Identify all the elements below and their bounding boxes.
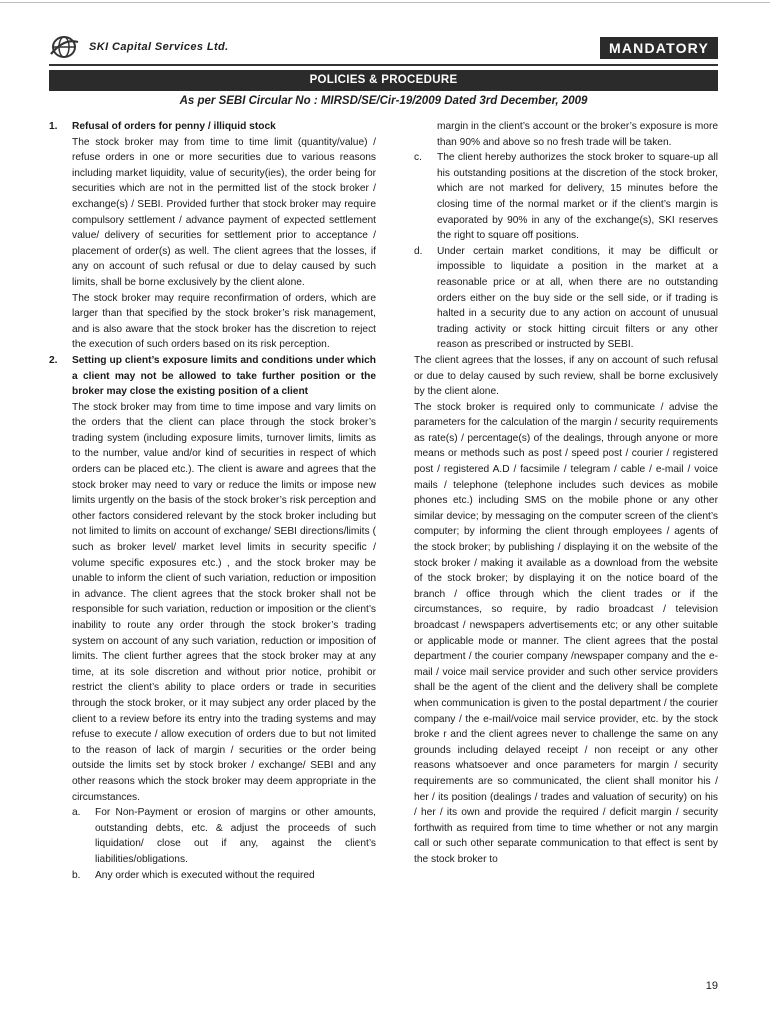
globe-logo-icon [49,34,79,60]
section-heading: Setting up client’s exposure limits and conditions under which a client may not be allowed to take further position or the broker may close the existing position of a client [72,354,376,398]
item-label: b. [72,869,81,881]
circular-subtitle: As per SEBI Circular No : MIRSD/SE/Cir-19/2009 Dated 3rd December, 2009 [179,95,588,107]
left-column [49,119,376,883]
paragraph: The client agrees that the losses, if any on account of such refusal or due to delay caused by such review, shall be borne exclusively by the client alone. [414,354,718,398]
item-text: Under certain market conditions, it may be difficult or impossible to liquidate a position in the market at a reasonable price or at all, when there are no outstanding orders either on the buy side or the sell side, or if trading is halted in a security due to any action on account of unusual trading activity or stock hitting circuit filters or any other reason as prescribed or instructed by SEBI. [437,245,718,351]
paragraph: The stock broker is required only to communicate / advise the parameters for the calculation of the margin / security requirements as rate(s) / percentage(s) of the dealings, through anyone or more means or methods such as post / speed post / courier / registered post / registered A.D / facsimile / telegram / cable / e-mail / voice mails / telephone (telephone includes such devices as mobile phones etc.) including SMS on the mobile phone or any other similar device; by messaging on the computer screen of the client’s computer; by informing the client through employees / agents of the stock broker; by publishing / displaying it on the website of the stock broker / making it available as a download from the website of the stock broker; by displaying it on the notice board of the branch / office through which the client trades or if the circumstances, so require, by radio broadcast / television broadcast / newspapers advertisements etc; or any other suitable or applicable mode or manner. The client agrees that the postal department / the courier company /newspaper company and the e-mail / voice mail service provider and such other service providers shall be the agent of the client and the delivery shall be complete when communication is given to the postal department / the courier company / the e-mail/voice mail service provider, etc. by the stock broke r and the client agrees never to challenge the same on any grounds including delayed receipt / non receipt or any other reasons whatsoever and once parameters for margin / security requirements are so communicated, the client shall monitor his / her / its position (dealings / trades and valuation of security) on his / her / its own and provide the required / deficit margin / security forthwith as required from time to time whether or not any margin call or such other separate communication to that effect is sent by the stock broker to [414,401,718,865]
list-item [414,150,718,244]
company-name: SKI Capital Services Ltd. [89,41,229,53]
item-text: The client hereby authorizes the stock broker to square-up all his outstanding positions at the discretion of the stock broker, which are not marked for delivery, 15 minutes before the closing time of the normal market or if the client’s margin is evaporated by 90% in any of the exchange(s), SKI reserves the right to square off positions. [437,152,718,242]
section-banner: POLICIES & PROCEDURE [49,70,718,91]
item-text: Any order which is executed without the required [95,869,315,881]
item-continuation: margin in the client’s account or the broker’s exposure is more than 90% and above so no fresh trade will be taken. [437,121,718,148]
paragraph: The stock broker may require reconfirmation of orders, which are larger than that specified by the stock broker’s risk management, and is also aware that the stock broker has the discretion to reject the execution of such orders based on its risk perception. [72,292,376,351]
paragraph: The stock broker may from time to time limit (quantity/value) / refuse orders in one or more securities due to various reasons including market liquidity, value of security(ies), the order being for securities which are not in the permitted list of the stock broker / exchange(s) / SEBI. Provided further that stock broker may require compulsory settlement / advance payment of expected settlement value/ delivery of securities for settlement prior to acceptance / placement of order(s) as well. The client agrees that the losses, if any on account of such refusal or due to delay caused by such limits, shall be borne exclusively by the client alone. [72,136,376,288]
section-1 [49,119,376,353]
item-text: For Non-Payment or erosion of margins or other amounts, outstanding debts, etc. & adjust the proceeds of such liquidation/ close out if any, against the client’s liabilities/obligations. [95,807,376,865]
section-2 [49,353,376,883]
section-heading: Refusal of orders for penny / illiquid stock [72,121,276,132]
page-number: 19 [705,980,718,992]
list-item [72,868,376,884]
section-number: 2. [49,354,58,366]
top-rule [0,2,770,3]
page-header [49,34,718,62]
right-column [414,119,718,868]
list-item [72,805,376,867]
section-number: 1. [49,121,58,132]
list-item [414,244,718,353]
item-label: c. [414,152,422,164]
mandatory-badge: MANDATORY [600,37,718,59]
paragraph: The stock broker may from time to time impose and vary limits on the orders that the client can place through the stock broker’s trading system (including exposure limits, turnover limits, limits as to the number, value and/or kind of securities in respect of which orders can be placed etc.). The client is aware and agrees that the stock broker may need to vary or reduce the limits or impose new limits urgently on the basis of the stock broker’s risk perception and other factors considered relevant by the stock broker including but not limited to limits on account of exchange/ SEBI directions/limits ( such as broker level/ market level limits in security specific / volume specific exposures etc.) , and the stock broker may be unable to inform the client of such variation, reduction or imposition in advance. The client agrees that the stock broker shall not be responsible for such variation, reduction or imposition or the client’s inability to route any order through the stock broker’s trading system on account of any such variation, reduction or imposition of limits. The client further agrees that the stock broker may at any time, at its sole discretion and without prior notice, prohibit or restrict the client’s ability to place orders or trade in securities through the stock broker, or it may subject any order placed by the client to a review before its entry into the trading systems and may refuse to execute / allow execution of orders due to but not limited to the reason of lack of margin / securities or the order being outside the limits set by stock broker / exchange/ SEBI and any other reasons which the stock broker may deem appropriate in the circumstances. [72,401,376,803]
item-label: a. [72,807,81,819]
item-label: d. [414,245,423,257]
header-divider [49,64,718,66]
